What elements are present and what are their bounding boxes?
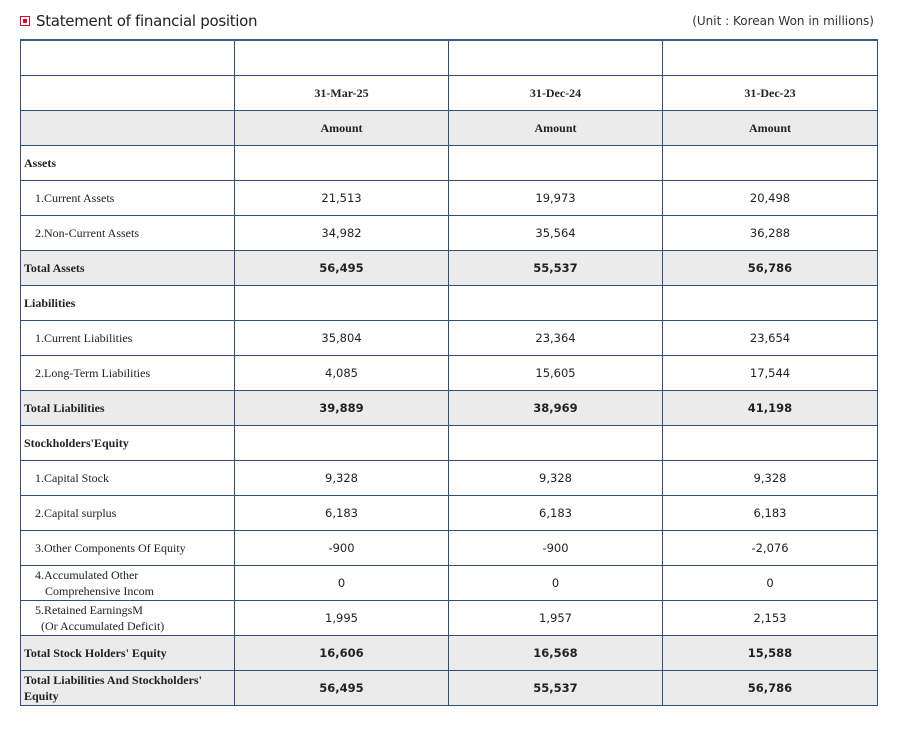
- value-cell: 35,564: [449, 216, 663, 251]
- value-cell: 6,183: [235, 496, 449, 531]
- value-cell: 35,804: [235, 321, 449, 356]
- table-row: [21, 391, 878, 426]
- value-cell: 19,973: [449, 181, 663, 216]
- value-cell: 21,513: [235, 181, 449, 216]
- title-wrap: [20, 12, 257, 30]
- row-label: Liabilities: [21, 286, 235, 321]
- value-cell: 23,364: [449, 321, 663, 356]
- value-cell: 9,328: [449, 461, 663, 496]
- value-cell: [449, 146, 663, 181]
- row-label: 1.Current Assets: [21, 181, 235, 216]
- table-cell: [235, 40, 449, 76]
- value-cell: [663, 286, 878, 321]
- table-row: [21, 636, 878, 671]
- table-cell: [449, 40, 663, 76]
- row-label-line2: Equity: [24, 689, 59, 703]
- table-row: [21, 531, 878, 566]
- table-blank-row: [21, 40, 878, 76]
- value-cell: 38,969: [449, 391, 663, 426]
- row-label-line1: 5.Retained EarningsM: [35, 603, 143, 617]
- table-row: [21, 671, 878, 706]
- value-cell: 17,544: [663, 356, 878, 391]
- value-cell: -900: [235, 531, 449, 566]
- value-cell: [449, 286, 663, 321]
- table-cell: [663, 40, 878, 76]
- value-cell: [235, 146, 449, 181]
- value-cell: 56,495: [235, 671, 449, 706]
- value-cell: 0: [235, 566, 449, 601]
- date-header: 31-Dec-23: [663, 76, 878, 111]
- table-row: [21, 251, 878, 286]
- value-cell: [663, 146, 878, 181]
- table-cell: [21, 40, 235, 76]
- value-cell: 2,153: [663, 601, 878, 636]
- value-cell: 56,786: [663, 671, 878, 706]
- value-cell: 1,957: [449, 601, 663, 636]
- value-cell: 55,537: [449, 251, 663, 286]
- value-cell: 0: [449, 566, 663, 601]
- table-row: [21, 321, 878, 356]
- row-label-line1: 4.Accumulated Other: [35, 568, 139, 582]
- table-row: [21, 146, 878, 181]
- value-cell: [663, 426, 878, 461]
- table-date-header-row: [21, 76, 878, 111]
- value-cell: 1,995: [235, 601, 449, 636]
- row-label: Stockholders'Equity: [21, 426, 235, 461]
- value-cell: 56,495: [235, 251, 449, 286]
- row-label-line2: (Or Accumulated Deficit): [41, 619, 165, 633]
- row-label-lines: [24, 672, 234, 704]
- row-label: [21, 566, 235, 601]
- table-row: [21, 181, 878, 216]
- row-label: 3.Other Components Of Equity: [21, 531, 235, 566]
- table-row: [21, 426, 878, 461]
- page-title: Statement of financial position: [36, 12, 258, 30]
- value-cell: [235, 426, 449, 461]
- row-label: Total Liabilities: [21, 391, 235, 426]
- table-row: [21, 461, 878, 496]
- table-row: [21, 601, 878, 636]
- value-cell: [235, 286, 449, 321]
- row-label: 2.Capital surplus: [21, 496, 235, 531]
- row-label: Total Assets: [21, 251, 235, 286]
- row-label-lines: [35, 567, 234, 599]
- table-row: [21, 356, 878, 391]
- value-cell: 9,328: [663, 461, 878, 496]
- row-label: Assets: [21, 146, 235, 181]
- value-cell: 23,654: [663, 321, 878, 356]
- financial-position-table: [20, 39, 878, 706]
- value-cell: 15,588: [663, 636, 878, 671]
- value-cell: 15,605: [449, 356, 663, 391]
- row-label: [21, 671, 235, 706]
- value-cell: 39,889: [235, 391, 449, 426]
- value-cell: 34,982: [235, 216, 449, 251]
- value-cell: -2,076: [663, 531, 878, 566]
- amount-header: Amount: [449, 111, 663, 146]
- row-label: 1.Current Liabilities: [21, 321, 235, 356]
- square-bullet-icon: [20, 16, 30, 26]
- value-cell: 0: [663, 566, 878, 601]
- amount-header: Amount: [663, 111, 878, 146]
- row-label: 2.Long-Term Liabilities: [21, 356, 235, 391]
- value-cell: 36,288: [663, 216, 878, 251]
- page-header: [20, 10, 876, 38]
- value-cell: 55,537: [449, 671, 663, 706]
- table-row: [21, 286, 878, 321]
- table-row: [21, 566, 878, 601]
- value-cell: 16,568: [449, 636, 663, 671]
- value-cell: 41,198: [663, 391, 878, 426]
- amount-header: Amount: [235, 111, 449, 146]
- value-cell: 56,786: [663, 251, 878, 286]
- value-cell: 20,498: [663, 181, 878, 216]
- value-cell: 9,328: [235, 461, 449, 496]
- date-header: 31-Dec-24: [449, 76, 663, 111]
- row-label: [21, 601, 235, 636]
- value-cell: 6,183: [663, 496, 878, 531]
- value-cell: 6,183: [449, 496, 663, 531]
- row-label-lines: [35, 602, 234, 634]
- value-cell: 16,606: [235, 636, 449, 671]
- value-cell: [449, 426, 663, 461]
- row-label-line2: Comprehensive Incom: [45, 584, 154, 598]
- table-row: [21, 496, 878, 531]
- table-amount-header-row: [21, 111, 878, 146]
- table-cell: [21, 111, 235, 146]
- value-cell: -900: [449, 531, 663, 566]
- row-label-line1: Total Liabilities And Stockholders': [24, 673, 202, 687]
- unit-note: (Unit : Korean Won in millions): [692, 14, 874, 28]
- row-label: 1.Capital Stock: [21, 461, 235, 496]
- row-label: 2.Non-Current Assets: [21, 216, 235, 251]
- row-label: Total Stock Holders' Equity: [21, 636, 235, 671]
- table-cell: [21, 76, 235, 111]
- date-header: 31-Mar-25: [235, 76, 449, 111]
- table-row: [21, 216, 878, 251]
- value-cell: 4,085: [235, 356, 449, 391]
